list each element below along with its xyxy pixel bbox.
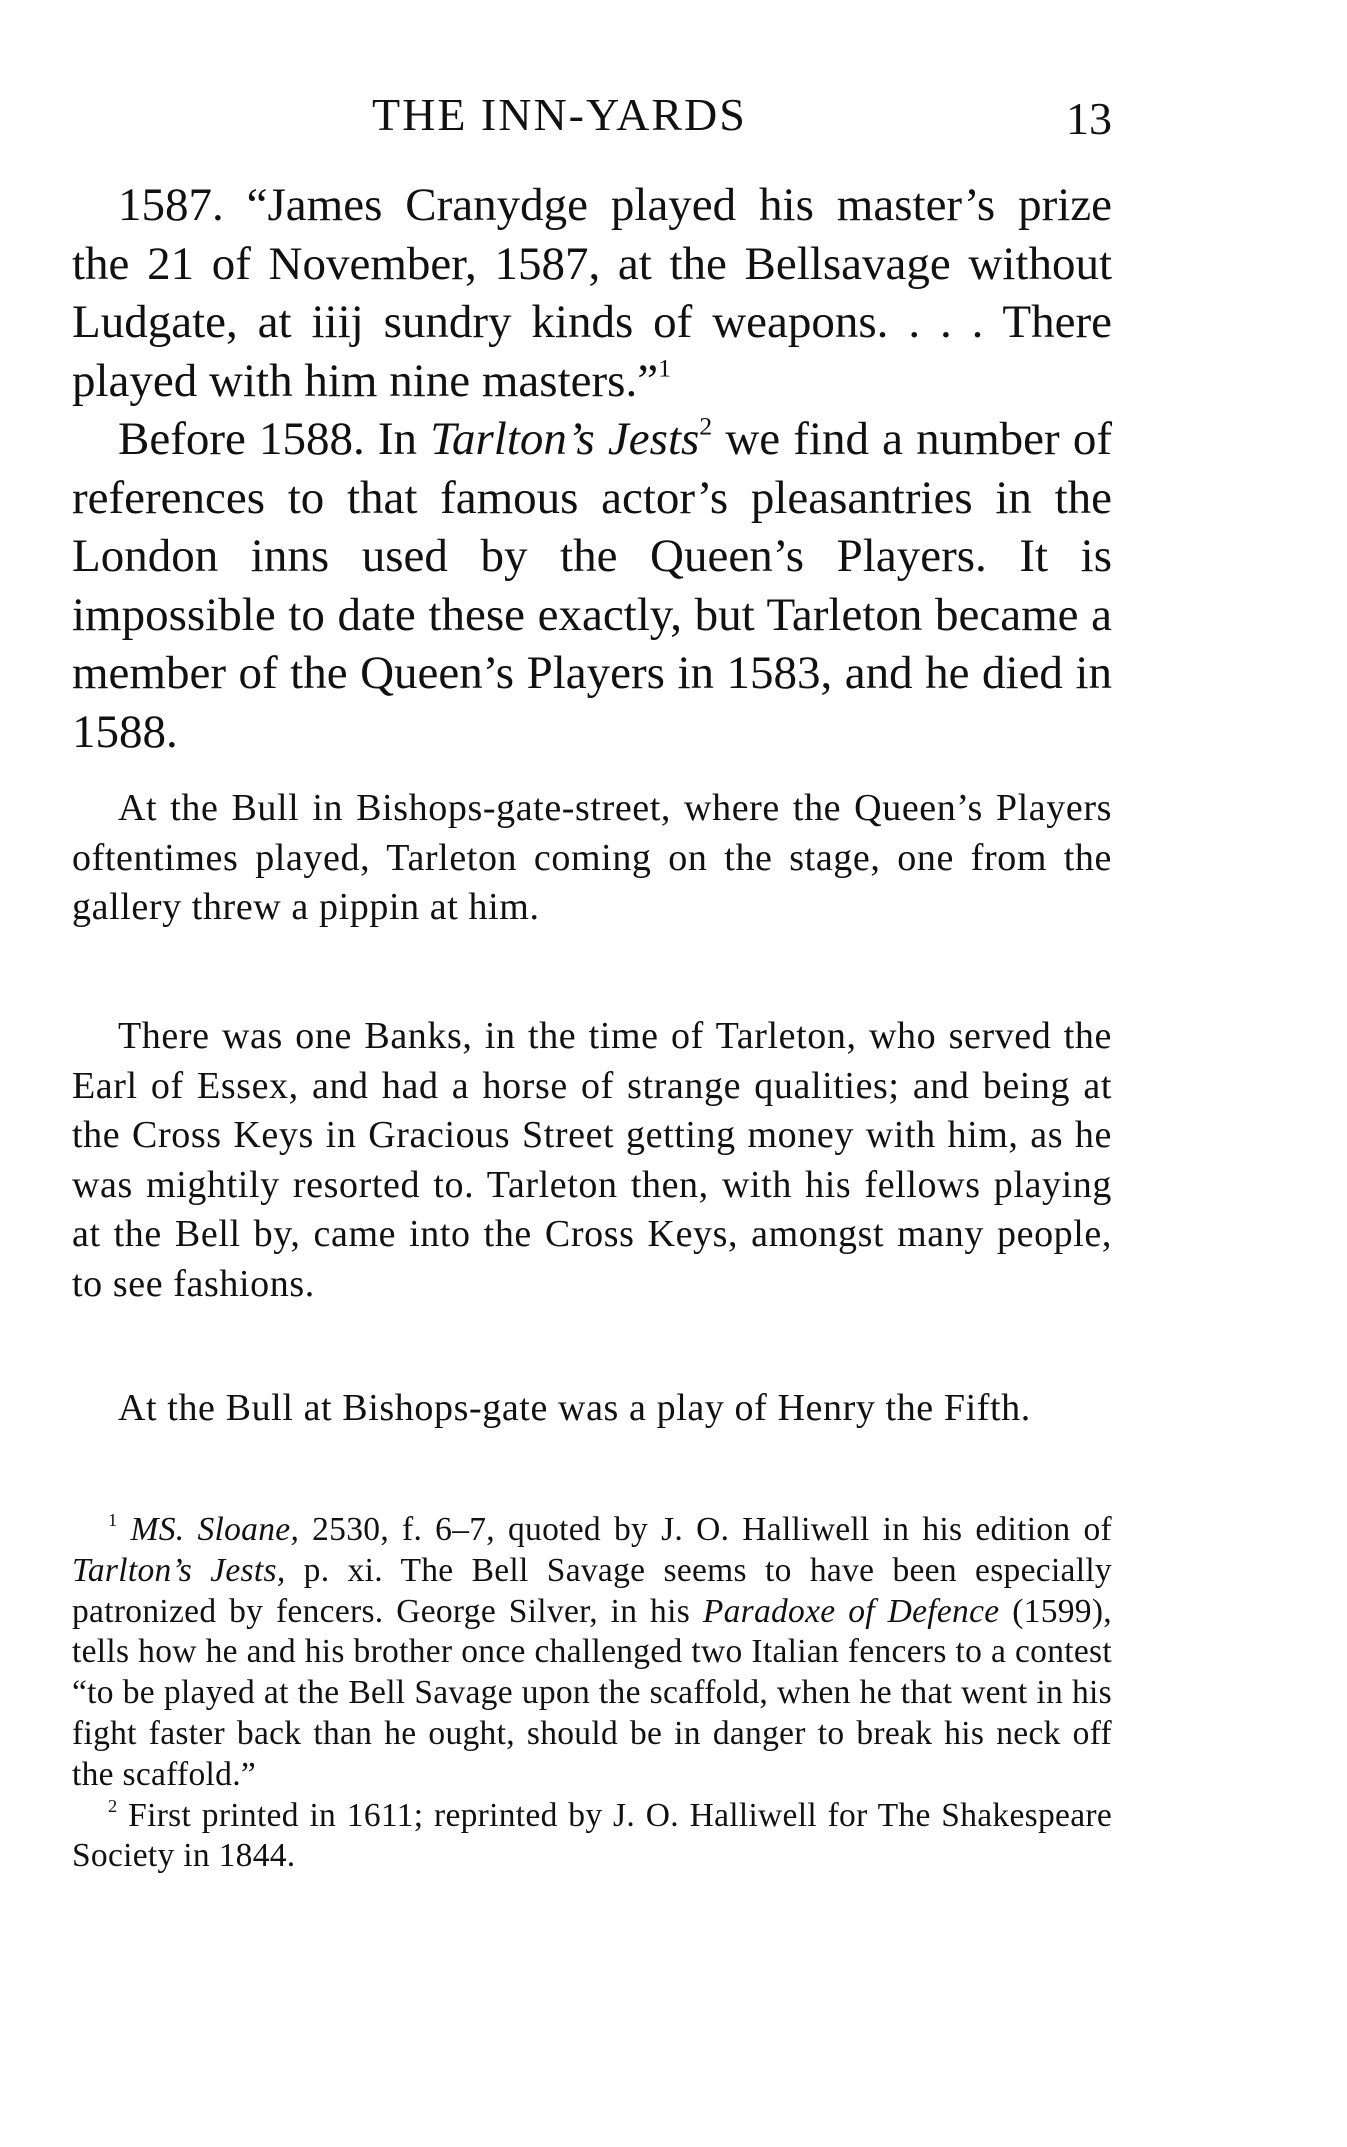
quote-text: At the Bull in Bishops-gate-street, where the Queen’s Players oftentimes played, Tarleton coming on the stage, one from the gallery threw a pippin at him. — [72, 787, 1112, 928]
entry-1587 — [72, 176, 1112, 410]
block-quote — [72, 784, 1112, 933]
footnote-ref-2: 2 — [699, 411, 713, 441]
running-head — [72, 88, 1112, 148]
quote-text: At the Bull at Bishops-gate was a play of Henry the Fifth. — [118, 1387, 1031, 1429]
block-quote — [72, 1012, 1112, 1309]
quote-text: There was one Banks, in the time of Tarleton, who served the Earl of Essex, and had a horse of strange qualities; and being at the Cross Keys in Gracious Street getting money with him, as he was mightily resorted to. Tarleton then, with his fellows playing at the Bell by, came into the Cross Keys, amongst many people, to see fashions. — [72, 1015, 1112, 1305]
footnote-1: $^1$ MS. Sloane, 2530, f. 6–7, quoted by J. O. Halliwell in his edition of Tarlton’s Jests, p. xi. The Bell Savage seems to have been especially patronized by fencers. George Silver, in his Paradoxe of Defence (1599), tells how he and his brother once challenged two Italian fencers to a contest “to be played at the Bell Savage upon the scaffold, when he that went in his fight faster back than he ought, should be in danger to break his neck off the scaffold.” — [72, 1510, 1112, 1793]
book-title: Paradoxe of Defence — [702, 1592, 1000, 1630]
footnote-ref-1: 1 — [658, 353, 671, 383]
footnote-marker: 2 — [108, 1795, 118, 1816]
book-title: Tarlton’s Jests, — [72, 1551, 286, 1589]
footnote-marker: 1 — [108, 1510, 118, 1531]
entry-text: we find a number of references to that famous actor’s pleasantries in the London inns used by the Queen’s Players. It is impossible to date these exactly, but Tarleton became a member of the Queen’s Players in 1583, and he died in 1588. — [72, 413, 1112, 758]
footnote-2: $^2$ First printed in 1611; reprinted by J. O. Halliwell for The Shakespeare Society in 1844. — [72, 1795, 1112, 1875]
footnotes — [72, 1510, 1112, 1877]
page-number: 13 — [1066, 93, 1112, 144]
block-quote — [72, 1384, 1112, 1434]
entry-lead: Before 1588. In — [118, 413, 431, 465]
running-title: THE INN-YARDS — [372, 89, 747, 140]
main-text — [72, 176, 1112, 761]
source-title: MS. Sloane, — [130, 1511, 300, 1548]
entry-text: “James Cranydge played his master’s prize the 21 of November, 1587, at the Bellsavage without Ludgate, at iiij sundry kinds of weapons. . . . There played with him nine masters.” — [72, 179, 1112, 407]
entry-date: 1587. — [118, 179, 224, 231]
book-title: Tarlton’s Jests — [430, 413, 700, 465]
entry-1588 — [72, 410, 1112, 761]
